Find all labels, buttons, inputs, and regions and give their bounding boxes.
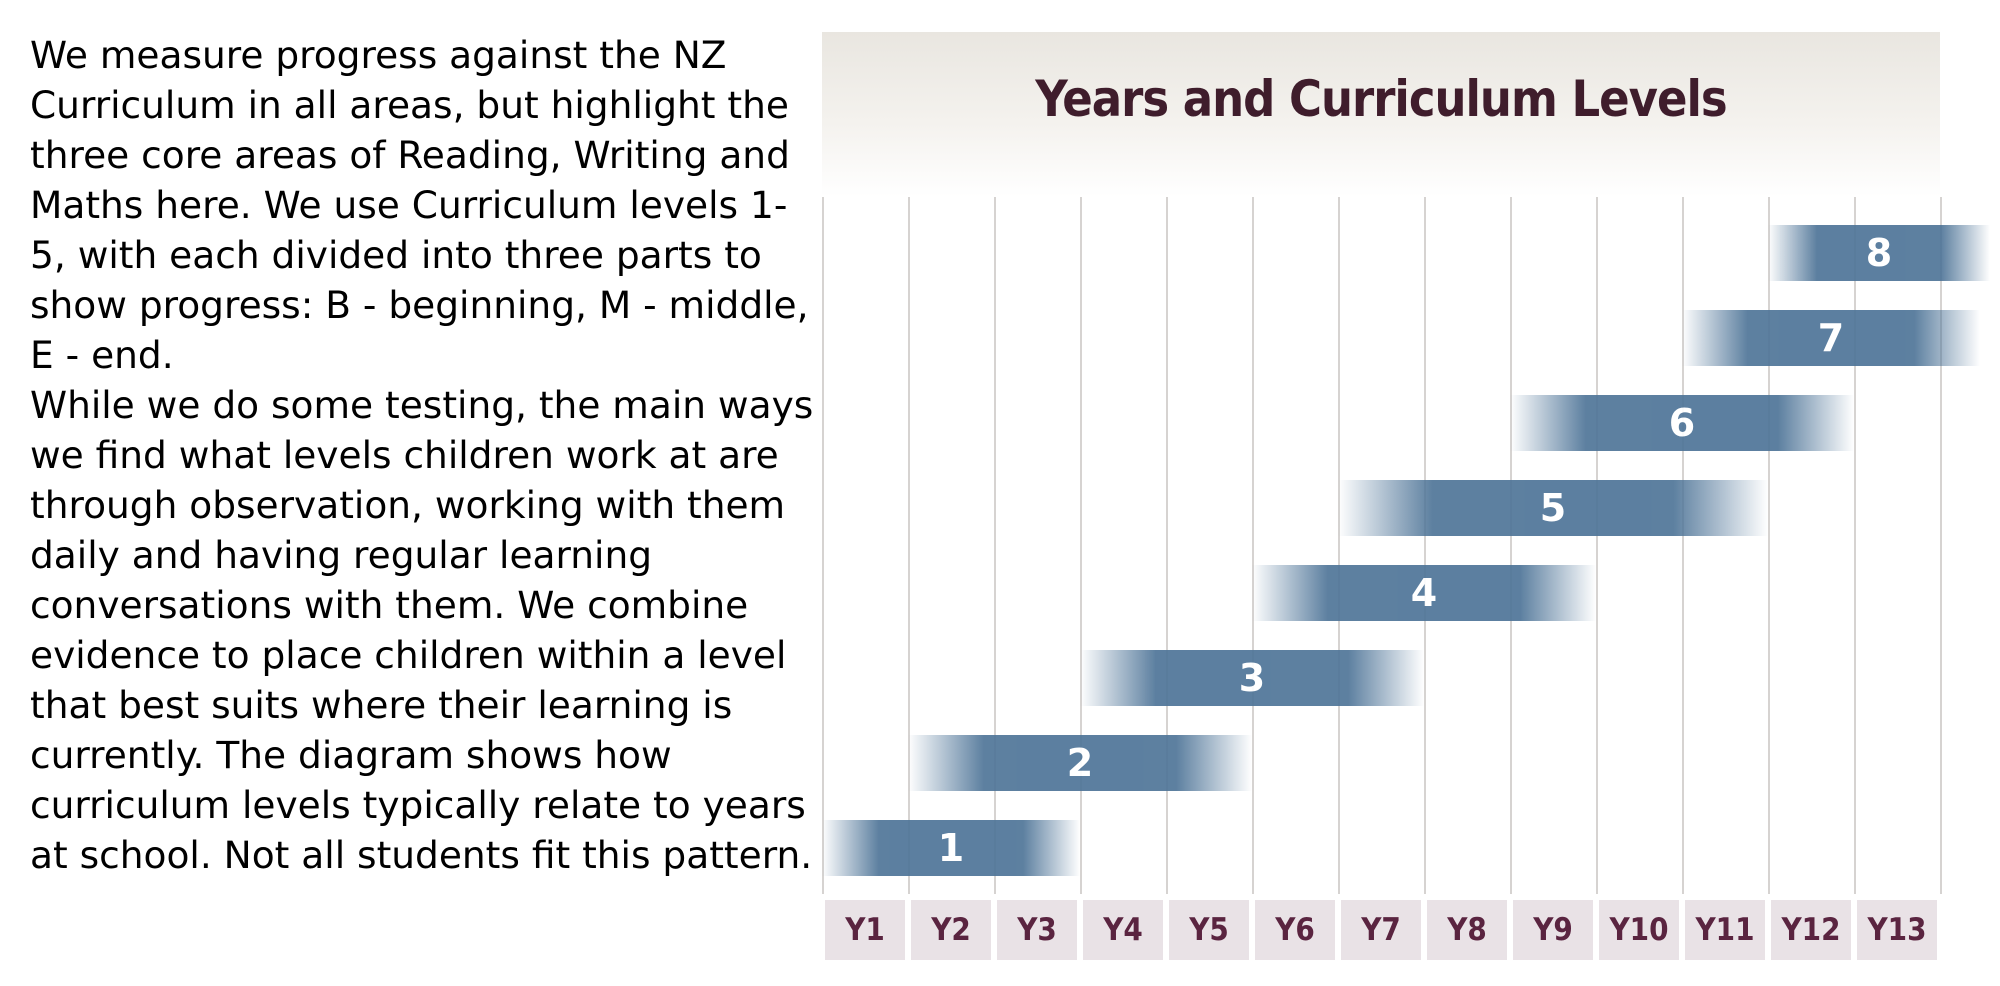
level-label: 4 [1410,571,1438,615]
gridline [1424,197,1426,894]
gridline [822,197,824,894]
intro-paragraph: While we do some testing, the main ways we find what levels children work at are through observation, working with them daily and having regular learning conversations with them. We combine evidence to place children within a level that best suits where their learning is currently. The diagram shows how curriculum levels typically relate to years at school. Not all students fit this pattern. [30,383,814,877]
level-label: 6 [1668,401,1696,445]
year-label: Y2 [911,900,991,960]
level-band [1252,565,1596,621]
level-band [822,820,1080,876]
gridline [1682,197,1684,894]
gridline [1768,197,1770,894]
year-label: Y13 [1857,900,1937,960]
level-label: 3 [1238,656,1266,700]
level-label: 2 [1066,741,1094,785]
level-band [1510,395,1854,451]
level-band [1768,225,1990,281]
year-label: Y4 [1083,900,1163,960]
year-label: Y3 [997,900,1077,960]
year-label: Y6 [1255,900,1335,960]
level-band [1682,310,1980,366]
year-label: Y9 [1513,900,1593,960]
gridline [1940,197,1942,894]
year-label: Y8 [1427,900,1507,960]
year-label: Y7 [1341,900,1421,960]
gridline [1338,197,1340,894]
intro-text [30,30,815,880]
level-band [1080,650,1424,706]
level-label: 5 [1539,486,1567,530]
level-label: 1 [937,826,965,870]
gridline [1854,197,1856,894]
year-label: Y12 [1771,900,1851,960]
gridline [1252,197,1254,894]
level-band [1338,480,1768,536]
level-label: 7 [1817,316,1845,360]
gridline [1510,197,1512,894]
level-label: 8 [1865,231,1893,275]
year-label: Y5 [1169,900,1249,960]
year-label: Y10 [1599,900,1679,960]
intro-paragraph: We measure progress against the NZ Curriculum in all areas, but highlight the three core areas of Reading, Writing and Maths here. We use Curriculum levels 1-5, with each divided into three parts to show progress: B - beginning, M - middle, E - end. [30,33,809,377]
level-band [908,735,1252,791]
year-label: Y11 [1685,900,1765,960]
diagram-title: Years and Curriculum Levels [1035,70,1727,128]
gridline [1596,197,1598,894]
years-levels-diagram [822,32,2000,962]
year-label: Y1 [825,900,905,960]
